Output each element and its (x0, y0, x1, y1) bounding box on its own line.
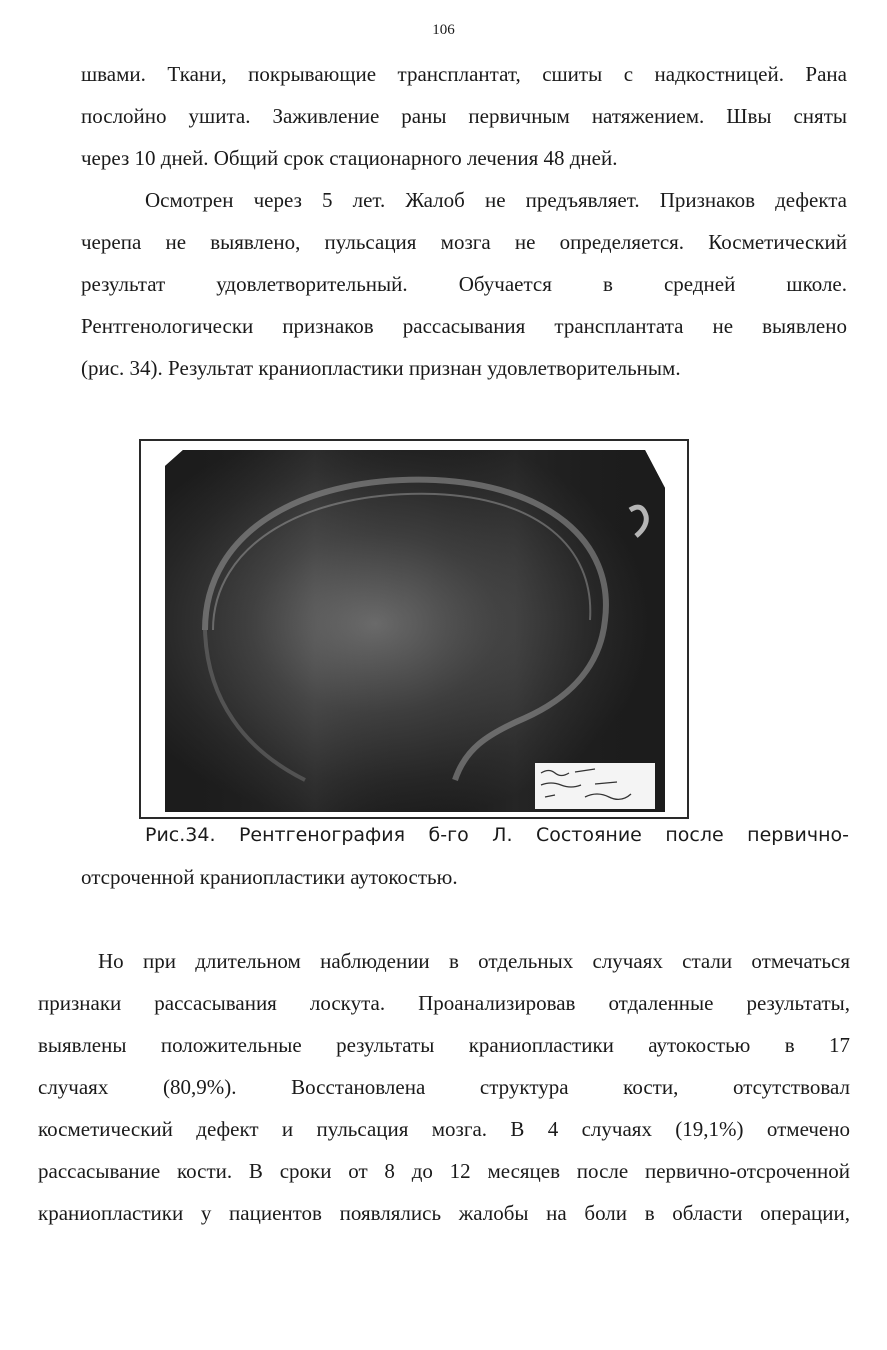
figure-caption (81, 814, 849, 898)
text-line: послойно ушита. Заживление раны первичным натяжением. Швы сняты (81, 104, 847, 128)
page-number: 106 (432, 22, 455, 38)
text-line: Осмотрен через 5 лет. Жалоб не предъявляет. Признаков дефекта (145, 188, 847, 212)
text-line: случаях (80,9%). Восстановлена структура кости, отсутствовал (38, 1075, 850, 1099)
text-line: рассасывание кости. В сроки от 8 до 12 месяцев после первично-отсроченной (38, 1159, 850, 1183)
text-line: результат удовлетворительный. Обучается в средней школе. (81, 272, 847, 296)
paragraph-3 (38, 940, 850, 1234)
text-line: выявлены положительные результаты краниопластики аутокостью в 17 (38, 1033, 850, 1057)
paragraph-1 (81, 53, 847, 179)
text-line: признаки рассасывания лоскута. Проанализировав отдаленные результаты, (38, 991, 850, 1015)
xray-image (165, 450, 665, 812)
text-line: швами. Ткани, покрывающие трансплантат, сшиты с надкостницей. Рана (81, 62, 847, 86)
paragraph-2 (81, 179, 847, 389)
text-line: черепа не выявлено, пульсация мозга не определяется. Косметический (81, 230, 847, 254)
text-line: (рис. 34). Результат краниопластики признан удовлетворительным. (81, 356, 681, 380)
text-line: Но при длительном наблюдении в отдельных случаях стали отмечаться (98, 949, 850, 973)
caption-line: отсроченной краниопластики аутокостью. (81, 865, 458, 889)
text-line: Рентгенологически признаков рассасывания трансплантата не выявлено (81, 314, 847, 338)
text-line: косметический дефект и пульсация мозга. В 4 случаях (19,1%) отмечено (38, 1117, 850, 1141)
text-line: краниопластики у пациентов появлялись жалобы на боли в области операции, (38, 1201, 850, 1225)
figure-frame (139, 439, 689, 819)
caption-line: Рис.34. Рентгенография б-го Л. Состояние после первично- (145, 824, 849, 846)
text-line: через 10 дней. Общий срок стационарного лечения 48 дней. (81, 146, 618, 170)
